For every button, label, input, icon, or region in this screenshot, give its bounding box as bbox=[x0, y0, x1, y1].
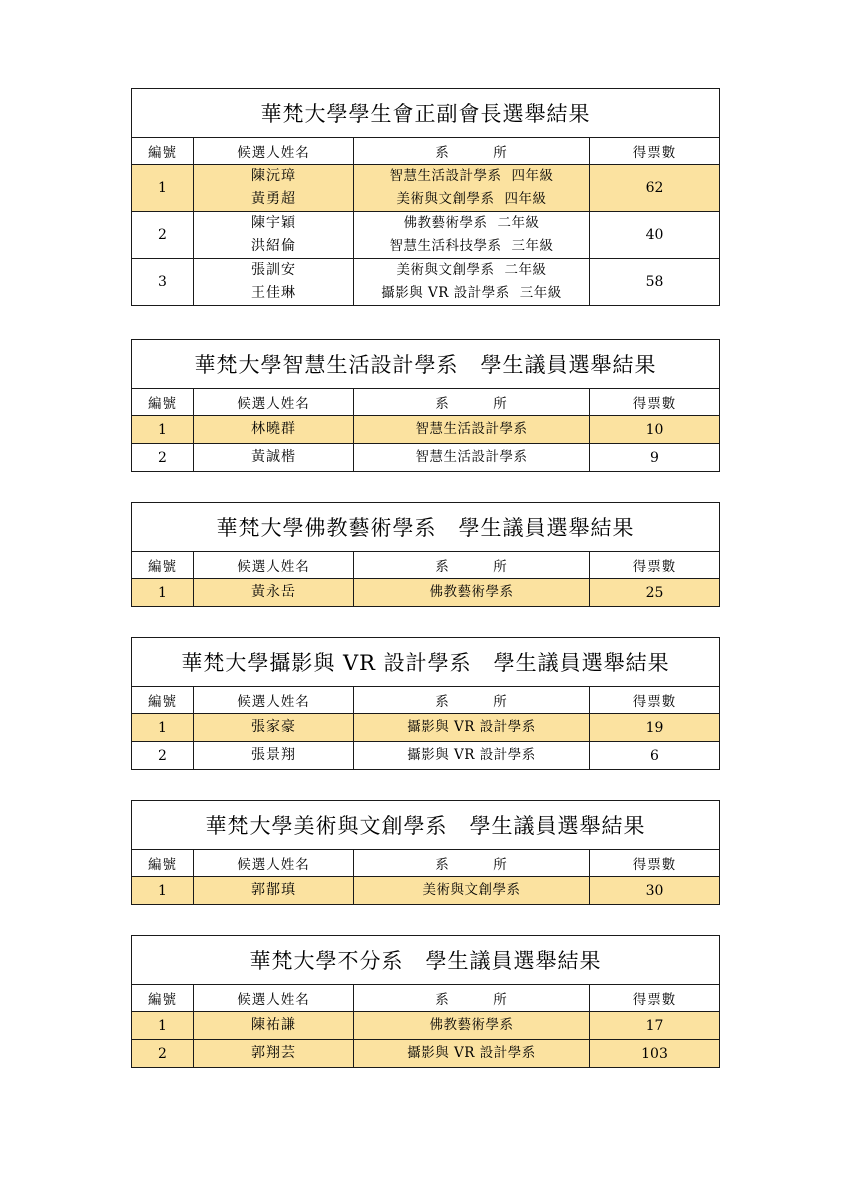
column-header-dept: 系 所 bbox=[354, 552, 590, 579]
table-row bbox=[132, 444, 720, 472]
grade-level: 四年級 bbox=[511, 168, 554, 184]
result-table bbox=[131, 88, 720, 306]
grade-level: 四年級 bbox=[504, 191, 547, 207]
table-spacer bbox=[0, 905, 849, 935]
column-header-no: 編號 bbox=[132, 138, 194, 165]
candidate-names bbox=[194, 1012, 354, 1040]
candidate-names bbox=[194, 714, 354, 742]
department-name: 攝影與 VR 設計學系 bbox=[381, 285, 510, 301]
row-number: 1 bbox=[132, 579, 194, 607]
table-row bbox=[132, 714, 720, 742]
table-row bbox=[132, 742, 720, 770]
vote-count: 25 bbox=[590, 579, 720, 607]
department-cell bbox=[354, 165, 590, 212]
department-line bbox=[354, 235, 589, 258]
table-title: 華梵大學智慧生活設計學系 學生議員選舉結果 bbox=[132, 340, 720, 389]
result-table bbox=[131, 339, 720, 472]
result-table-block bbox=[131, 637, 719, 770]
vote-count: 17 bbox=[590, 1012, 720, 1040]
table-header-row bbox=[132, 389, 720, 416]
table-header-row bbox=[132, 850, 720, 877]
candidate-name: 黃永岳 bbox=[251, 584, 296, 600]
row-number: 1 bbox=[132, 416, 194, 444]
column-header-no: 編號 bbox=[132, 985, 194, 1012]
table-row bbox=[132, 416, 720, 444]
department-name: 智慧生活設計學系 bbox=[415, 421, 528, 437]
candidate-name: 郭翔芸 bbox=[251, 1045, 296, 1061]
result-table bbox=[131, 502, 720, 607]
department-cell bbox=[354, 1012, 590, 1040]
candidate-name: 洪紹倫 bbox=[251, 238, 296, 254]
department-name: 攝影與 VR 設計學系 bbox=[407, 719, 536, 735]
department-name: 美術與文創學系 bbox=[396, 262, 495, 278]
table-title: 華梵大學佛教藝術學系 學生議員選舉結果 bbox=[132, 503, 720, 552]
column-header-no: 編號 bbox=[132, 552, 194, 579]
election-results-container bbox=[0, 88, 849, 1068]
department-cell bbox=[354, 714, 590, 742]
table-spacer bbox=[0, 472, 849, 502]
grade-level: 三年級 bbox=[519, 285, 562, 301]
column-header-votes: 得票數 bbox=[590, 552, 720, 579]
candidate-names bbox=[194, 259, 354, 306]
result-table-block bbox=[131, 339, 719, 472]
result-table-block bbox=[131, 502, 719, 607]
vote-count: 10 bbox=[590, 416, 720, 444]
column-header-votes: 得票數 bbox=[590, 985, 720, 1012]
department-name: 佛教藝術學系 bbox=[429, 1017, 514, 1033]
candidate-names bbox=[194, 444, 354, 472]
table-header-row bbox=[132, 985, 720, 1012]
department-line bbox=[354, 446, 589, 469]
vote-count: 103 bbox=[590, 1040, 720, 1068]
candidate-names bbox=[194, 1040, 354, 1068]
department-cell bbox=[354, 877, 590, 905]
department-cell bbox=[354, 259, 590, 306]
result-table-block bbox=[131, 800, 719, 905]
column-header-votes: 得票數 bbox=[590, 138, 720, 165]
table-title-row bbox=[132, 801, 720, 850]
table-title-row bbox=[132, 340, 720, 389]
department-name: 佛教藝術學系 bbox=[429, 584, 514, 600]
department-line bbox=[354, 418, 589, 441]
department-name: 攝影與 VR 設計學系 bbox=[407, 1045, 536, 1061]
table-header-row bbox=[132, 687, 720, 714]
department-cell bbox=[354, 444, 590, 472]
candidate-names bbox=[194, 416, 354, 444]
department-name: 智慧生活設計學系 bbox=[415, 449, 528, 465]
table-title-row bbox=[132, 936, 720, 985]
candidate-name: 張家豪 bbox=[251, 719, 296, 735]
department-name: 智慧生活設計學系 bbox=[389, 168, 502, 184]
grade-level: 二年級 bbox=[497, 215, 540, 231]
table-row bbox=[132, 877, 720, 905]
candidate-names bbox=[194, 165, 354, 212]
row-number: 1 bbox=[132, 877, 194, 905]
column-header-dept: 系 所 bbox=[354, 985, 590, 1012]
department-cell bbox=[354, 212, 590, 259]
table-row bbox=[132, 1040, 720, 1068]
table-row bbox=[132, 259, 720, 306]
candidate-name: 郭鄁瑱 bbox=[251, 882, 296, 898]
table-title-row bbox=[132, 638, 720, 687]
vote-count: 9 bbox=[590, 444, 720, 472]
result-table-block bbox=[131, 88, 719, 306]
row-number: 3 bbox=[132, 259, 194, 306]
candidate-name: 林曉群 bbox=[251, 421, 296, 437]
department-name: 智慧生活科技學系 bbox=[389, 238, 502, 254]
column-header-dept: 系 所 bbox=[354, 850, 590, 877]
table-spacer bbox=[0, 306, 849, 339]
table-row bbox=[132, 1012, 720, 1040]
department-name: 攝影與 VR 設計學系 bbox=[407, 747, 536, 763]
candidate-name: 張訓安 bbox=[251, 262, 296, 278]
column-header-name: 候選人姓名 bbox=[194, 389, 354, 416]
column-header-name: 候選人姓名 bbox=[194, 552, 354, 579]
result-table bbox=[131, 637, 720, 770]
grade-level: 三年級 bbox=[511, 238, 554, 254]
column-header-votes: 得票數 bbox=[590, 389, 720, 416]
department-name: 美術與文創學系 bbox=[422, 882, 521, 898]
department-cell bbox=[354, 742, 590, 770]
row-number: 2 bbox=[132, 212, 194, 259]
column-header-no: 編號 bbox=[132, 389, 194, 416]
result-table-block bbox=[131, 935, 719, 1068]
row-number: 2 bbox=[132, 444, 194, 472]
candidate-name: 黃勇超 bbox=[251, 191, 296, 207]
column-header-votes: 得票數 bbox=[590, 687, 720, 714]
table-row bbox=[132, 579, 720, 607]
column-header-dept: 系 所 bbox=[354, 687, 590, 714]
department-line bbox=[354, 879, 589, 902]
candidate-names bbox=[194, 742, 354, 770]
department-line bbox=[354, 1042, 589, 1065]
column-header-no: 編號 bbox=[132, 850, 194, 877]
result-table bbox=[131, 935, 720, 1068]
department-line bbox=[354, 1014, 589, 1037]
column-header-name: 候選人姓名 bbox=[194, 138, 354, 165]
candidate-name: 陳宇穎 bbox=[251, 215, 296, 231]
department-cell bbox=[354, 1040, 590, 1068]
table-title: 華梵大學美術與文創學系 學生議員選舉結果 bbox=[132, 801, 720, 850]
table-row bbox=[132, 212, 720, 259]
column-header-dept: 系 所 bbox=[354, 389, 590, 416]
column-header-votes: 得票數 bbox=[590, 850, 720, 877]
department-line bbox=[354, 581, 589, 604]
table-row bbox=[132, 165, 720, 212]
department-line bbox=[354, 744, 589, 767]
table-header-row bbox=[132, 552, 720, 579]
column-header-name: 候選人姓名 bbox=[194, 687, 354, 714]
department-cell bbox=[354, 416, 590, 444]
department-line bbox=[354, 282, 589, 305]
vote-count: 19 bbox=[590, 714, 720, 742]
candidate-names bbox=[194, 212, 354, 259]
row-number: 2 bbox=[132, 742, 194, 770]
department-line bbox=[354, 259, 589, 282]
column-header-name: 候選人姓名 bbox=[194, 850, 354, 877]
table-title: 華梵大學攝影與 VR 設計學系 學生議員選舉結果 bbox=[132, 638, 720, 687]
department-line bbox=[354, 165, 589, 188]
department-name: 佛教藝術學系 bbox=[403, 215, 488, 231]
row-number: 2 bbox=[132, 1040, 194, 1068]
table-spacer bbox=[0, 770, 849, 800]
vote-count: 40 bbox=[590, 212, 720, 259]
table-header-row bbox=[132, 138, 720, 165]
candidate-names bbox=[194, 877, 354, 905]
department-line bbox=[354, 188, 589, 211]
table-title: 華梵大學學生會正副會長選舉結果 bbox=[132, 89, 720, 138]
candidate-name: 張景翔 bbox=[251, 747, 296, 763]
department-cell bbox=[354, 579, 590, 607]
candidate-name: 黃誠楷 bbox=[251, 449, 296, 465]
table-title: 華梵大學不分系 學生議員選舉結果 bbox=[132, 936, 720, 985]
candidate-names bbox=[194, 579, 354, 607]
column-header-name: 候選人姓名 bbox=[194, 985, 354, 1012]
candidate-name: 陳祐謙 bbox=[251, 1017, 296, 1033]
grade-level: 二年級 bbox=[504, 262, 547, 278]
column-header-no: 編號 bbox=[132, 687, 194, 714]
department-line bbox=[354, 212, 589, 235]
row-number: 1 bbox=[132, 1012, 194, 1040]
row-number: 1 bbox=[132, 714, 194, 742]
vote-count: 62 bbox=[590, 165, 720, 212]
candidate-name: 王佳琳 bbox=[251, 285, 296, 301]
table-title-row bbox=[132, 89, 720, 138]
vote-count: 58 bbox=[590, 259, 720, 306]
row-number: 1 bbox=[132, 165, 194, 212]
column-header-dept: 系 所 bbox=[354, 138, 590, 165]
table-title-row bbox=[132, 503, 720, 552]
result-table bbox=[131, 800, 720, 905]
department-name: 美術與文創學系 bbox=[396, 191, 495, 207]
vote-count: 30 bbox=[590, 877, 720, 905]
department-line bbox=[354, 716, 589, 739]
table-spacer bbox=[0, 607, 849, 637]
candidate-name: 陳沅璋 bbox=[251, 168, 296, 184]
vote-count: 6 bbox=[590, 742, 720, 770]
